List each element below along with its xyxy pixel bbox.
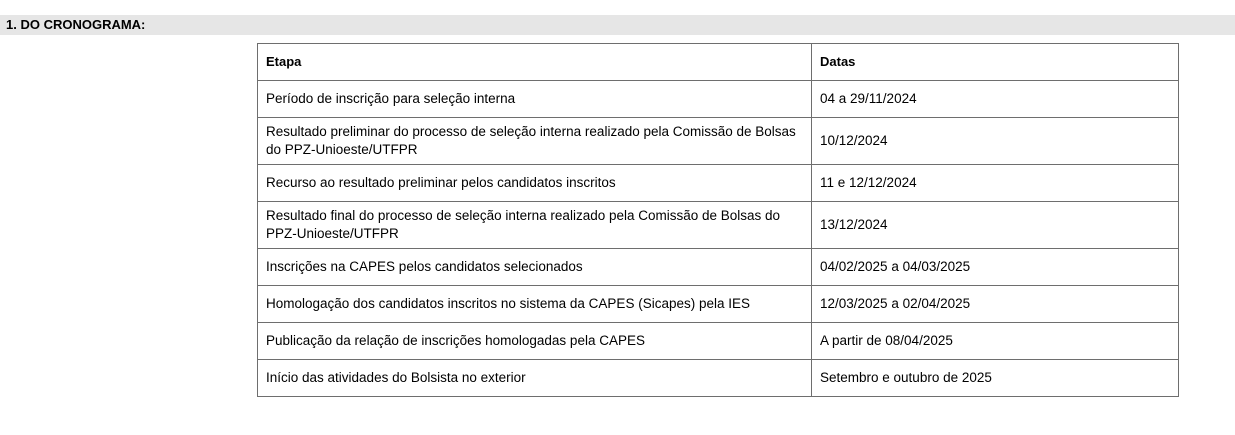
- cell-datas: 04/02/2025 a 04/03/2025: [812, 249, 1179, 286]
- cell-datas: Setembro e outubro de 2025: [812, 360, 1179, 397]
- table-row: [258, 81, 1179, 118]
- cell-datas: 04 a 29/11/2024: [812, 81, 1179, 118]
- section-heading: 1. DO CRONOGRAMA:: [0, 15, 1235, 35]
- table-row: [258, 286, 1179, 323]
- table-row: [258, 202, 1179, 249]
- table-row: [258, 323, 1179, 360]
- cell-etapa: Homologação dos candidatos inscritos no sistema da CAPES (Sicapes) pela IES: [258, 286, 812, 323]
- cell-etapa: Resultado final do processo de seleção interna realizado pela Comissão de Bolsas do PPZ-Unioeste/UTFPR: [258, 202, 812, 249]
- cell-datas: 13/12/2024: [812, 202, 1179, 249]
- schedule-table: [257, 43, 1179, 397]
- cell-etapa: Resultado preliminar do processo de seleção interna realizado pela Comissão de Bolsas do PPZ-Unioeste/UTFPR: [258, 118, 812, 165]
- cell-etapa: Inscrições na CAPES pelos candidatos selecionados: [258, 249, 812, 286]
- table-header-row: [258, 44, 1179, 81]
- cell-etapa: Período de inscrição para seleção interna: [258, 81, 812, 118]
- table-row: [258, 360, 1179, 397]
- table-row: [258, 118, 1179, 165]
- table-row: [258, 249, 1179, 286]
- cell-datas: 10/12/2024: [812, 118, 1179, 165]
- column-header-datas: Datas: [812, 44, 1179, 81]
- cell-etapa: Recurso ao resultado preliminar pelos candidatos inscritos: [258, 165, 812, 202]
- cell-datas: 12/03/2025 a 02/04/2025: [812, 286, 1179, 323]
- cell-datas: A partir de 08/04/2025: [812, 323, 1179, 360]
- cell-etapa: Início das atividades do Bolsista no exterior: [258, 360, 812, 397]
- column-header-etapa: Etapa: [258, 44, 812, 81]
- table-row: [258, 165, 1179, 202]
- cell-datas: 11 e 12/12/2024: [812, 165, 1179, 202]
- cell-etapa: Publicação da relação de inscrições homologadas pela CAPES: [258, 323, 812, 360]
